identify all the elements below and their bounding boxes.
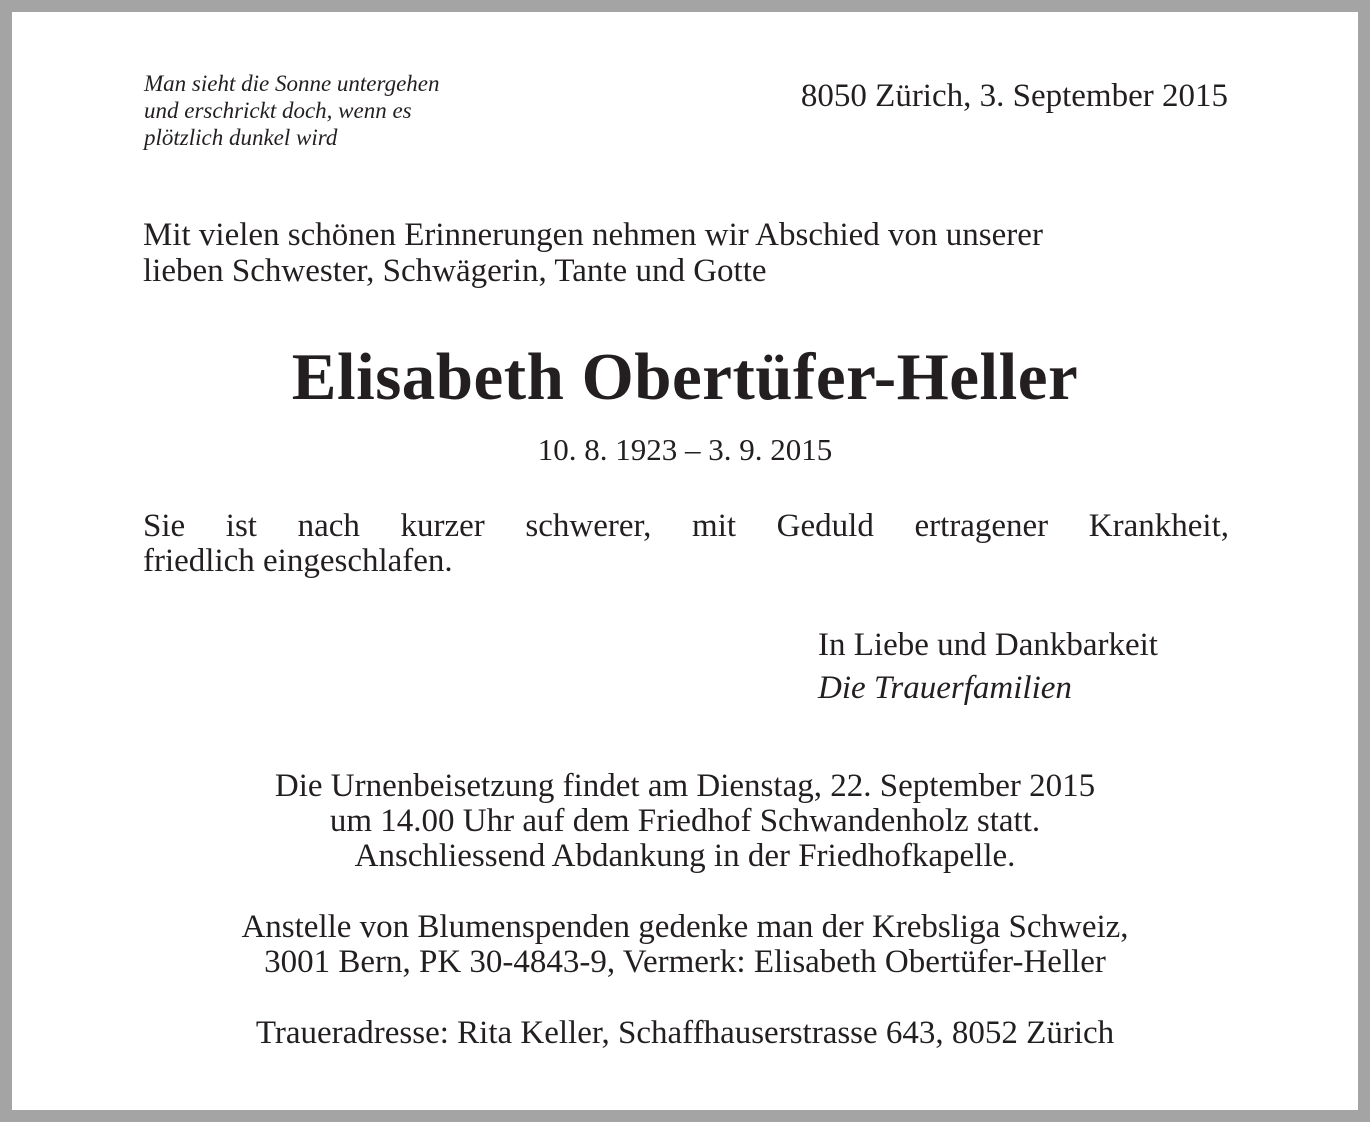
donation-info [12,910,1358,980]
life-dates: 10. 8. 1923 – 3. 9. 2015 [537,432,833,467]
motto-line: plötzlich dunkel wird [144,125,338,150]
donation-line: 3001 Bern, PK 30-4843-9, Vermerk: Elisabeth Obertüfer-Heller [264,944,1106,980]
ceremony-line: Die Urnenbeisetzung findet am Dienstag, 22. September 2015 [274,768,1096,804]
illness-text [143,509,1229,579]
family-signature: Die Trauerfamilien [818,670,1072,706]
motto-line: Man sieht die Sonne untergehen [144,71,440,96]
place-and-date: 8050 Zürich, 3. September 2015 [800,78,1228,114]
motto-line: und erschrickt doch, wenn es [144,98,412,123]
ceremony-line: um 14.00 Uhr auf dem Friedhof Schwandenholz statt. [329,803,1041,839]
ceremony-info [12,769,1358,874]
closing-line: In Liebe und Dankbarkeit [818,627,1158,663]
intro-line: Mit vielen schönen Erinnerungen nehmen wir Abschied von unserer [143,217,1043,253]
illness-line: friedlich eingeschlafen. [143,543,453,579]
motto-quote [144,70,564,151]
illness-line: Sie ist nach kurzer schwerer, mit Geduld ertragener Krankheit, [143,508,1229,544]
closing-signature [818,624,1158,710]
donation-line: Anstelle von Blumenspenden gedenke man der Krebsliga Schweiz, [241,909,1129,945]
deceased-name: Elisabeth Obertüfer-Heller [291,340,1079,414]
intro-line: lieben Schwester, Schwägerin, Tante und Gotte [143,253,767,289]
address-line: Traueradresse: Rita Keller, Schaffhauserstrasse 643, 8052 Zürich [255,1015,1115,1051]
mourning-address [12,1016,1358,1051]
ceremony-line: Anschliessend Abdankung in der Friedhofkapelle. [354,838,1016,874]
intro-text [143,217,1229,289]
